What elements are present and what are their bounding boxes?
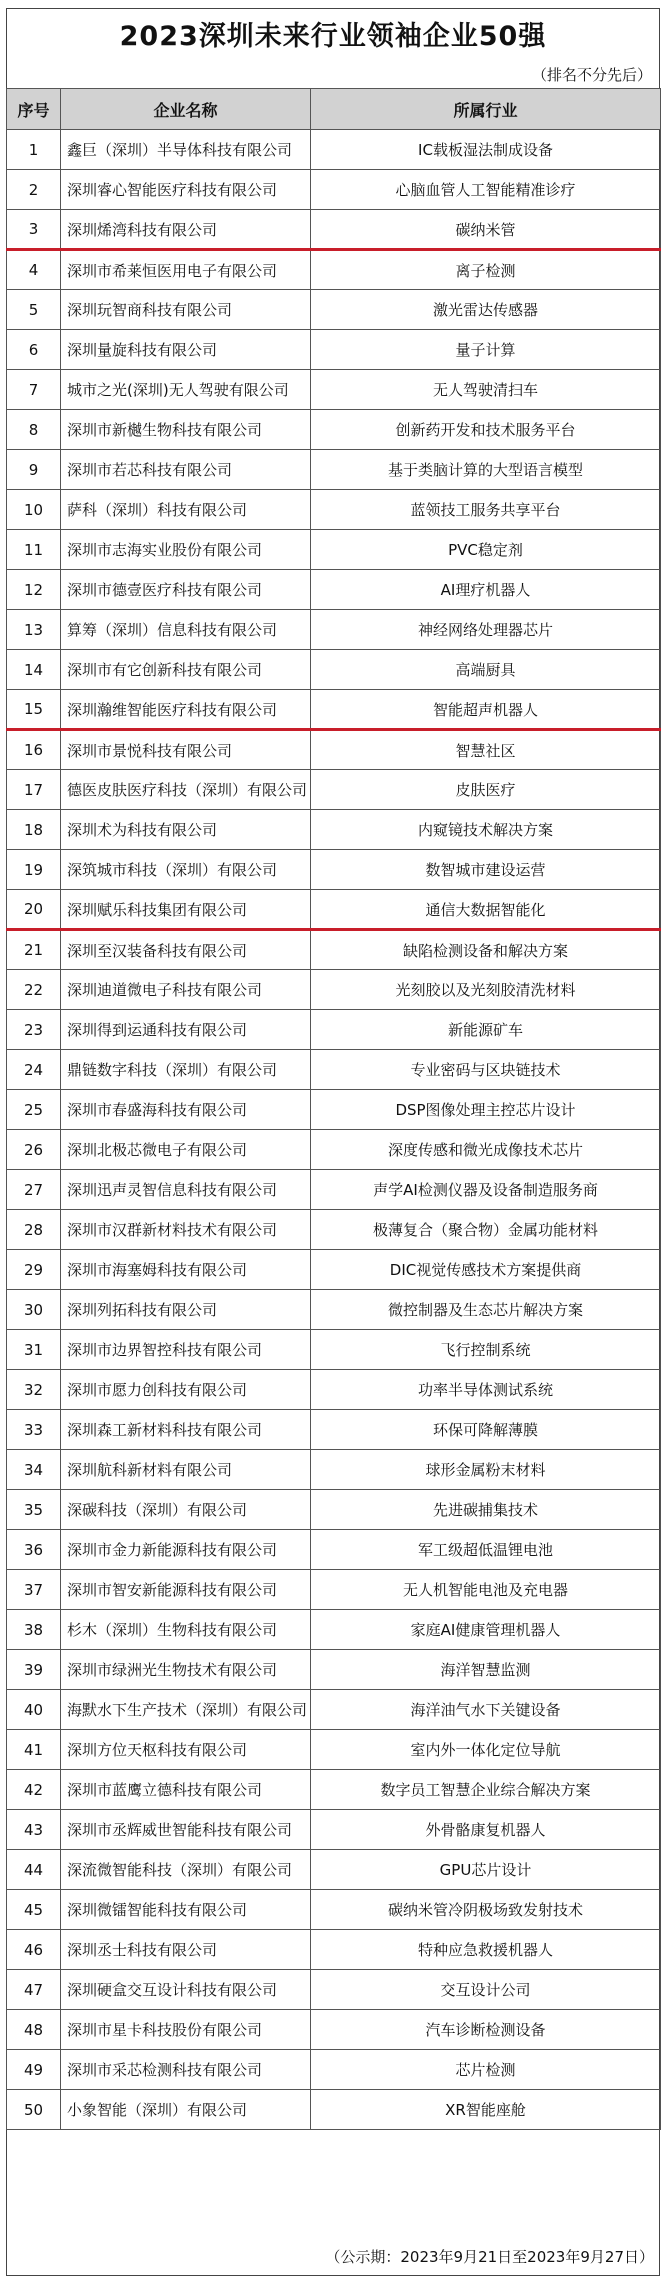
row-number: 44 <box>7 1850 61 1890</box>
table-row <box>7 1650 661 1690</box>
row-number: 4 <box>7 250 61 290</box>
company-name: 深圳市有它创新科技有限公司 <box>61 650 311 690</box>
table-row <box>7 1290 661 1330</box>
industry-name: 特种应急救援机器人 <box>311 1930 661 1970</box>
industry-name: 汽车诊断检测设备 <box>311 2010 661 2050</box>
company-name: 萨科（深圳）科技有限公司 <box>61 490 311 530</box>
company-name: 深圳市边界智控科技有限公司 <box>61 1330 311 1370</box>
company-name: 深圳市海塞姆科技有限公司 <box>61 1250 311 1290</box>
industry-name: 微控制器及生态芯片解决方案 <box>311 1290 661 1330</box>
company-name: 深圳市星卡科技股份有限公司 <box>61 2010 311 2050</box>
industry-name: 深度传感和微光成像技术芯片 <box>311 1130 661 1170</box>
company-name: 深圳微镭智能科技有限公司 <box>61 1890 311 1930</box>
table-row <box>7 1690 661 1730</box>
table-row <box>7 1810 661 1850</box>
row-number: 30 <box>7 1290 61 1330</box>
row-number: 8 <box>7 410 61 450</box>
row-number: 50 <box>7 2090 61 2130</box>
table-row <box>7 1890 661 1930</box>
company-name: 深圳量旋科技有限公司 <box>61 330 311 370</box>
row-number: 7 <box>7 370 61 410</box>
company-name: 深圳市志海实业股份有限公司 <box>61 530 311 570</box>
industry-name: 离子检测 <box>311 250 661 290</box>
table-row <box>7 330 661 370</box>
industry-name: 智慧社区 <box>311 730 661 770</box>
row-number: 5 <box>7 290 61 330</box>
table-row <box>7 1530 661 1570</box>
industry-name: 极薄复合（聚合物）金属功能材料 <box>311 1210 661 1250</box>
industry-name: IC载板湿法制成设备 <box>311 130 661 170</box>
table-row <box>7 1250 661 1290</box>
company-name: 深圳市采芯检测科技有限公司 <box>61 2050 311 2090</box>
company-name: 鼎链数字科技（深圳）有限公司 <box>61 1050 311 1090</box>
company-name: 深圳列拓科技有限公司 <box>61 1290 311 1330</box>
table-row <box>7 2010 661 2050</box>
company-name: 深圳迪道微电子科技有限公司 <box>61 970 311 1010</box>
industry-name: 量子计算 <box>311 330 661 370</box>
company-name: 德医皮肤医疗科技（深圳）有限公司 <box>61 770 311 810</box>
company-name: 深圳烯湾科技有限公司 <box>61 210 311 250</box>
row-number: 17 <box>7 770 61 810</box>
header-number: 序号 <box>7 89 61 130</box>
row-number: 29 <box>7 1250 61 1290</box>
company-name: 深圳市春盛海科技有限公司 <box>61 1090 311 1130</box>
row-number: 23 <box>7 1010 61 1050</box>
row-number: 45 <box>7 1890 61 1930</box>
row-number: 21 <box>7 930 61 970</box>
industry-name: 基于类脑计算的大型语言模型 <box>311 450 661 490</box>
industry-name: 碳纳米管冷阴极场致发射技术 <box>311 1890 661 1930</box>
table-row <box>7 730 661 770</box>
row-number: 33 <box>7 1410 61 1450</box>
table-row <box>7 1730 661 1770</box>
company-name: 深圳睿心智能医疗科技有限公司 <box>61 170 311 210</box>
industry-name: 飞行控制系统 <box>311 1330 661 1370</box>
table-row <box>7 1130 661 1170</box>
table-row <box>7 290 661 330</box>
table-row <box>7 1930 661 1970</box>
industry-name: 心脑血管人工智能精准诊疗 <box>311 170 661 210</box>
row-number: 46 <box>7 1930 61 1970</box>
row-number: 26 <box>7 1130 61 1170</box>
table-row <box>7 2090 661 2130</box>
table-row <box>7 650 661 690</box>
table-row <box>7 770 661 810</box>
table-row <box>7 1170 661 1210</box>
industry-name: 神经网络处理器芯片 <box>311 610 661 650</box>
industry-name: 通信大数据智能化 <box>311 890 661 930</box>
company-name: 深圳市汉群新材料技术有限公司 <box>61 1210 311 1250</box>
row-number: 1 <box>7 130 61 170</box>
industry-name: 家庭AI健康管理机器人 <box>311 1610 661 1650</box>
industry-name: PVC稳定剂 <box>311 530 661 570</box>
industry-name: DSP图像处理主控芯片设计 <box>311 1090 661 1130</box>
company-name: 深圳赋乐科技集团有限公司 <box>61 890 311 930</box>
industry-name: 声学AI检测仪器及设备制造服务商 <box>311 1170 661 1210</box>
company-name: 深圳迅声灵智信息科技有限公司 <box>61 1170 311 1210</box>
row-number: 12 <box>7 570 61 610</box>
company-name: 深圳市丞辉威世智能科技有限公司 <box>61 1810 311 1850</box>
industry-name: 缺陷检测设备和解决方案 <box>311 930 661 970</box>
company-name: 深筑城市科技（深圳）有限公司 <box>61 850 311 890</box>
row-number: 40 <box>7 1690 61 1730</box>
row-number: 2 <box>7 170 61 210</box>
table-row <box>7 610 661 650</box>
company-table <box>6 88 661 2130</box>
company-name: 深圳市蓝鹰立德科技有限公司 <box>61 1770 311 1810</box>
industry-name: 高端厨具 <box>311 650 661 690</box>
row-number: 10 <box>7 490 61 530</box>
row-number: 18 <box>7 810 61 850</box>
row-number: 49 <box>7 2050 61 2090</box>
company-name: 深圳市若芯科技有限公司 <box>61 450 311 490</box>
row-number: 41 <box>7 1730 61 1770</box>
industry-name: 外骨骼康复机器人 <box>311 1810 661 1850</box>
table-row <box>7 890 661 930</box>
row-number: 31 <box>7 1330 61 1370</box>
industry-name: 数字员工智慧企业综合解决方案 <box>311 1770 661 1810</box>
row-number: 38 <box>7 1610 61 1650</box>
industry-name: 内窥镜技术解决方案 <box>311 810 661 850</box>
company-name: 深圳市景悦科技有限公司 <box>61 730 311 770</box>
page-title: 2023深圳未来行业领袖企业50强 <box>119 21 547 52</box>
company-name: 深圳瀚维智能医疗科技有限公司 <box>61 690 311 730</box>
industry-name: 功率半导体测试系统 <box>311 1370 661 1410</box>
company-name: 杉木（深圳）生物科技有限公司 <box>61 1610 311 1650</box>
company-name: 深圳至汉装备科技有限公司 <box>61 930 311 970</box>
row-number: 22 <box>7 970 61 1010</box>
table-row <box>7 570 661 610</box>
industry-name: 室内外一体化定位导航 <box>311 1730 661 1770</box>
table-row <box>7 850 661 890</box>
row-number: 9 <box>7 450 61 490</box>
row-number: 36 <box>7 1530 61 1570</box>
table-header-row <box>7 89 661 130</box>
table-row <box>7 410 661 450</box>
row-number: 15 <box>7 690 61 730</box>
industry-name: 无人驾驶清扫车 <box>311 370 661 410</box>
row-number: 37 <box>7 1570 61 1610</box>
table-row <box>7 1330 661 1370</box>
company-name: 算筹（深圳）信息科技有限公司 <box>61 610 311 650</box>
company-name: 深圳方位天枢科技有限公司 <box>61 1730 311 1770</box>
row-number: 25 <box>7 1090 61 1130</box>
table-row <box>7 1850 661 1890</box>
company-name: 海默水下生产技术（深圳）有限公司 <box>61 1690 311 1730</box>
company-name: 深圳得到运通科技有限公司 <box>61 1010 311 1050</box>
company-name: 深圳市希莱恒医用电子有限公司 <box>61 250 311 290</box>
industry-name: AI理疗机器人 <box>311 570 661 610</box>
industry-name: 皮肤医疗 <box>311 770 661 810</box>
company-name: 深圳市新樾生物科技有限公司 <box>61 410 311 450</box>
table-row <box>7 450 661 490</box>
company-name: 深圳市愿力创科技有限公司 <box>61 1370 311 1410</box>
ranking-note: （排名不分先后） <box>531 66 652 84</box>
table-row <box>7 370 661 410</box>
table-row <box>7 1570 661 1610</box>
industry-name: 激光雷达传感器 <box>311 290 661 330</box>
header-industry: 所属行业 <box>311 89 661 130</box>
table-row <box>7 1090 661 1130</box>
table-row <box>7 1970 661 2010</box>
table-row <box>7 130 661 170</box>
company-name: 深圳术为科技有限公司 <box>61 810 311 850</box>
company-name: 深圳市金力新能源科技有限公司 <box>61 1530 311 1570</box>
table-row <box>7 810 661 850</box>
industry-name: 蓝领技工服务共享平台 <box>311 490 661 530</box>
company-name: 深圳市绿洲光生物技术有限公司 <box>61 1650 311 1690</box>
table-row <box>7 930 661 970</box>
table-row <box>7 490 661 530</box>
company-name: 深圳丞士科技有限公司 <box>61 1930 311 1970</box>
row-number: 3 <box>7 210 61 250</box>
table-row <box>7 2050 661 2090</box>
row-number: 16 <box>7 730 61 770</box>
header-company: 企业名称 <box>61 89 311 130</box>
industry-name: GPU芯片设计 <box>311 1850 661 1890</box>
table-row <box>7 1450 661 1490</box>
company-name: 深碳科技（深圳）有限公司 <box>61 1490 311 1530</box>
row-number: 24 <box>7 1050 61 1090</box>
industry-name: XR智能座舱 <box>311 2090 661 2130</box>
company-name: 深圳硬盒交互设计科技有限公司 <box>61 1970 311 2010</box>
row-number: 27 <box>7 1170 61 1210</box>
table-row <box>7 690 661 730</box>
company-name: 深流微智能科技（深圳）有限公司 <box>61 1850 311 1890</box>
row-number: 42 <box>7 1770 61 1810</box>
row-number: 32 <box>7 1370 61 1410</box>
table-row <box>7 530 661 570</box>
industry-name: 海洋油气水下关键设备 <box>311 1690 661 1730</box>
company-name: 深圳航科新材料有限公司 <box>61 1450 311 1490</box>
company-name: 小象智能（深圳）有限公司 <box>61 2090 311 2130</box>
industry-name: 光刻胶以及光刻胶清洗材料 <box>311 970 661 1010</box>
row-number: 43 <box>7 1810 61 1850</box>
company-name: 深圳森工新材料科技有限公司 <box>61 1410 311 1450</box>
industry-name: 先进碳捕集技术 <box>311 1490 661 1530</box>
industry-name: 海洋智慧监测 <box>311 1650 661 1690</box>
company-name: 深圳市德壹医疗科技有限公司 <box>61 570 311 610</box>
table-row <box>7 1210 661 1250</box>
industry-name: 数智城市建设运营 <box>311 850 661 890</box>
table-row <box>7 1410 661 1450</box>
industry-name: 创新药开发和技术服务平台 <box>311 410 661 450</box>
table-row <box>7 250 661 290</box>
row-number: 47 <box>7 1970 61 2010</box>
industry-name: 新能源矿车 <box>311 1010 661 1050</box>
table-row <box>7 1370 661 1410</box>
row-number: 6 <box>7 330 61 370</box>
row-number: 20 <box>7 890 61 930</box>
row-number: 11 <box>7 530 61 570</box>
industry-name: 无人机智能电池及充电器 <box>311 1570 661 1610</box>
row-number: 14 <box>7 650 61 690</box>
row-number: 19 <box>7 850 61 890</box>
row-number: 13 <box>7 610 61 650</box>
industry-name: 军工级超低温锂电池 <box>311 1530 661 1570</box>
company-name: 深圳玩智商科技有限公司 <box>61 290 311 330</box>
company-name: 鑫巨（深圳）半导体科技有限公司 <box>61 130 311 170</box>
row-number: 35 <box>7 1490 61 1530</box>
table-row <box>7 1770 661 1810</box>
industry-name: 球形金属粉末材料 <box>311 1450 661 1490</box>
company-name: 深圳北极芯微电子有限公司 <box>61 1130 311 1170</box>
industry-name: 环保可降解薄膜 <box>311 1410 661 1450</box>
table-row <box>7 170 661 210</box>
table-row <box>7 1610 661 1650</box>
industry-name: 智能超声机器人 <box>311 690 661 730</box>
row-number: 28 <box>7 1210 61 1250</box>
industry-name: DIC视觉传感技术方案提供商 <box>311 1250 661 1290</box>
table-row <box>7 1010 661 1050</box>
row-number: 39 <box>7 1650 61 1690</box>
row-number: 48 <box>7 2010 61 2050</box>
industry-name: 专业密码与区块链技术 <box>311 1050 661 1090</box>
industry-name: 碳纳米管 <box>311 210 661 250</box>
table-row <box>7 970 661 1010</box>
row-number: 34 <box>7 1450 61 1490</box>
industry-name: 芯片检测 <box>311 2050 661 2090</box>
publicity-period: （公示期：2023年9月21日至2023年9月27日） <box>325 2248 654 2266</box>
table-row <box>7 210 661 250</box>
company-name: 深圳市智安新能源科技有限公司 <box>61 1570 311 1610</box>
table-row <box>7 1050 661 1090</box>
industry-name: 交互设计公司 <box>311 1970 661 2010</box>
company-name: 城市之光(深圳)无人驾驶有限公司 <box>61 370 311 410</box>
table-row <box>7 1490 661 1530</box>
